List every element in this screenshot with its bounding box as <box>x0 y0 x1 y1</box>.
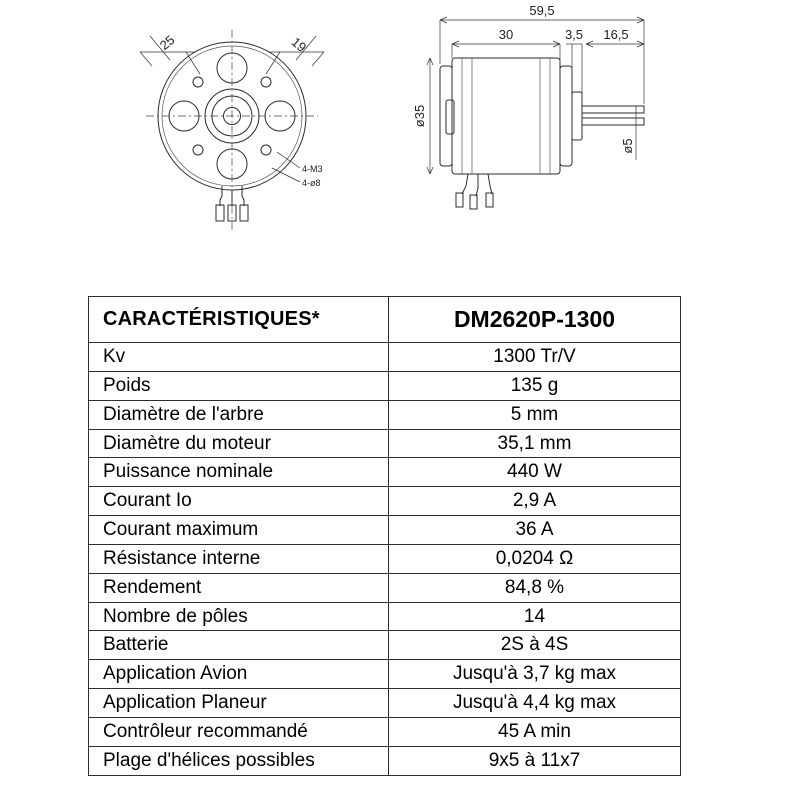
table-row <box>89 660 681 689</box>
row-value: Jusqu'à 4,4 kg max <box>389 689 681 718</box>
specifications-table-wrapper <box>88 296 680 776</box>
row-label: Puissance nominale <box>89 458 389 487</box>
side-view-dim-d35: ø35 <box>412 104 427 128</box>
front-view-callout-d8: 4-ø8 <box>302 178 321 188</box>
table-row <box>89 631 681 660</box>
front-view-motor-mount <box>140 30 324 232</box>
characteristics-header: CARACTÉRISTIQUES* <box>89 297 389 343</box>
table-row <box>89 516 681 545</box>
table-row <box>89 746 681 775</box>
row-label: Application Avion <box>89 660 389 689</box>
row-label: Rendement <box>89 573 389 602</box>
table-row <box>89 400 681 429</box>
row-value: 2S à 4S <box>389 631 681 660</box>
table-row <box>89 602 681 631</box>
table-row <box>89 343 681 372</box>
front-view-dim-inner: 19 <box>288 34 310 55</box>
row-value: 135 g <box>389 371 681 400</box>
row-label: Batterie <box>89 631 389 660</box>
table-body <box>89 343 681 776</box>
side-view-dim-total: 59,5 <box>529 3 555 18</box>
row-label: Kv <box>89 343 389 372</box>
table-row <box>89 487 681 516</box>
side-view-dim-d5: ø5 <box>620 138 635 154</box>
model-header: DM2620P-1300 <box>389 297 681 343</box>
row-value: 36 A <box>389 516 681 545</box>
front-view-dim-outer: 25 <box>156 32 178 53</box>
side-view-dim-16-5: 16,5 <box>603 27 629 42</box>
row-label: Poids <box>89 371 389 400</box>
table-row <box>89 717 681 746</box>
side-view-dim-30: 30 <box>498 27 514 42</box>
table-header-row <box>89 297 681 343</box>
row-label: Diamètre du moteur <box>89 429 389 458</box>
front-view-callout-m3: 4-M3 <box>302 164 323 174</box>
row-value: Jusqu'à 3,7 kg max <box>389 660 681 689</box>
row-value: 14 <box>389 602 681 631</box>
row-label: Contrôleur recommandé <box>89 717 389 746</box>
table-row <box>89 544 681 573</box>
row-value: 9x5 à 11x7 <box>389 746 681 775</box>
specifications-table <box>88 296 681 776</box>
table-row <box>89 429 681 458</box>
row-label: Plage d'hélices possibles <box>89 746 389 775</box>
table-row <box>89 458 681 487</box>
row-value: 84,8 % <box>389 573 681 602</box>
row-label: Courant Io <box>89 487 389 516</box>
row-value: 45 A min <box>389 717 681 746</box>
row-value: 35,1 mm <box>389 429 681 458</box>
row-value: 1300 Tr/V <box>389 343 681 372</box>
table-row <box>89 689 681 718</box>
side-view-dim-3-5: 3,5 <box>564 27 584 42</box>
side-view-motor <box>412 3 644 209</box>
table-row <box>89 371 681 400</box>
row-label: Nombre de pôles <box>89 602 389 631</box>
row-label: Résistance interne <box>89 544 389 573</box>
row-value: 5 mm <box>389 400 681 429</box>
row-value: 2,9 A <box>389 487 681 516</box>
row-label: Courant maximum <box>89 516 389 545</box>
row-value: 0,0204 Ω <box>389 544 681 573</box>
row-label: Diamètre de l'arbre <box>89 400 389 429</box>
row-label: Application Planeur <box>89 689 389 718</box>
row-value: 440 W <box>389 458 681 487</box>
table-row <box>89 573 681 602</box>
technical-drawings <box>0 0 800 290</box>
